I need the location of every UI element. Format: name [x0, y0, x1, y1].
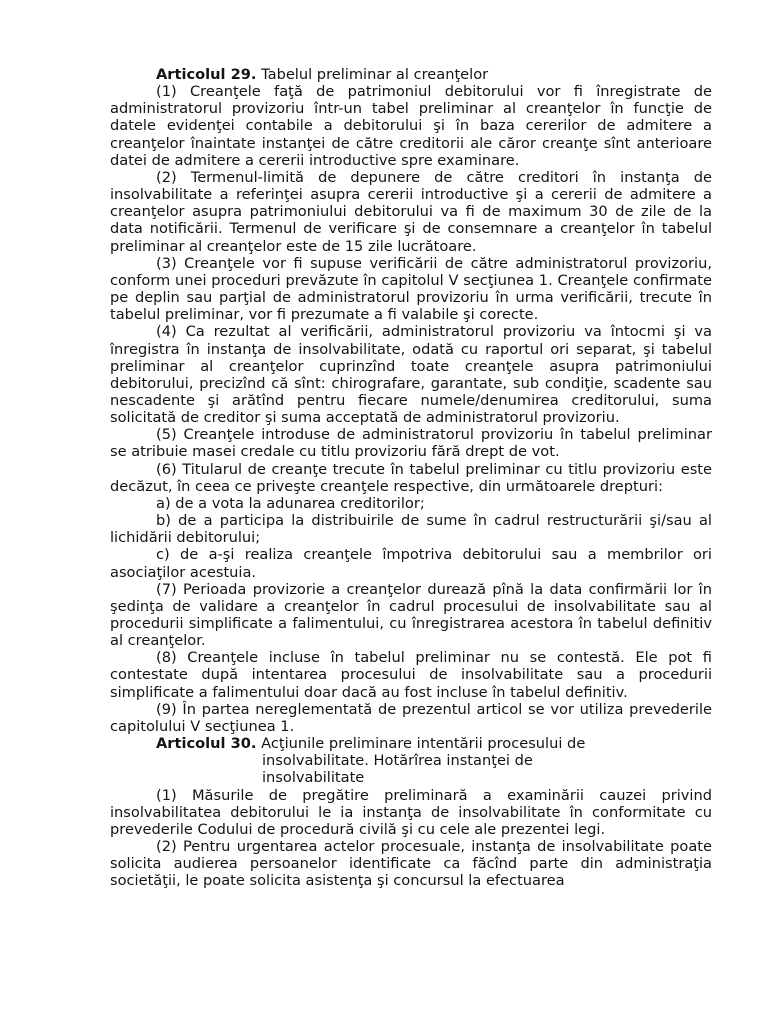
article-29-paragraph-9: (9) În partea nereglementată de prezentul articol se vor utiliza prevederile capitolului V secţiunea 1. [110, 700, 712, 735]
article-30-paragraph-2: (2) Pentru urgentarea actelor procesuale, instanţa de insolvabilitate poate solicita audierea persoanelor identificate ca făcînd parte din administraţia societăţii, le poate solicita asistenţa şi concursul la efectuarea [110, 838, 712, 890]
article-30-label: Articolul 30. [156, 735, 257, 753]
article-29-paragraph-3: (3) Creanţele vor fi supuse verificării de către administratorul provizoriu, conform unei proceduri prevăzute în capitolul V secţiunea 1. Creanţele confirmate pe deplin sau parţial de administratorul provizoriu în urma verificării, trecute în tabelul preliminar, vor fi prezumate a fi valabile şi corecte. [110, 254, 712, 324]
article-30-heading [110, 735, 712, 786]
article-29-paragraph-8: (8) Creanţele incluse în tabelul preliminar nu se contestă. Ele pot fi contestate după intentarea procesului de insolvabilitate sau a procedurii simplificate a falimentului doar dacă au fost incluse în tabelul definitiv. [110, 649, 712, 701]
article-30-title: Acţiunile preliminare intentării procesului de insolvabilitate. Hotărîrea instanţei de insolvabilitate [261, 735, 586, 787]
article-29-label: Articolul 29. [156, 66, 257, 83]
article-29-item-b: b) de a participa la distribuirile de sume în cadrul restructurării şi/sau al lichidării debitorului; [110, 512, 712, 547]
article-29-paragraph-2: (2) Termenul-limită de depunere de către creditori în instanţa de insolvabilitate a referinţei asupra cererii introductive şi a cererii de admitere a creanţelor asupra patrimoniului debitorului va fi de maximum 30 de zile de la data notificării. Termenul de verificare şi de consemnare a creanţelor în tabelul preliminar al creanţelor este de 15 zile lucrătoare. [110, 168, 712, 255]
article-30-paragraph-1: (1) Măsurile de pregătire preliminară a examinării cauzei privind insolvabilitatea debitorului le ia instanţa de insolvabilitate în conformitate cu prevederile Codului de procedură civilă şi cu cele ale prezentei legi. [110, 786, 712, 838]
article-29-item-c: c) de a-şi realiza creanţele împotriva debitorului sau a membrilor ori asociaţilor acestuia. [110, 546, 712, 581]
article-29-paragraph-5: (5) Creanţele introduse de administratorul provizoriu în tabelul preliminar se atribuie masei credale cu titlu provizoriu fără drept de vot. [110, 426, 712, 461]
article-29-item-a: a) de a vota la adunarea creditorilor; [156, 494, 425, 512]
article-29-title: Tabelul preliminar al creanţelor [256, 66, 489, 83]
article-29-paragraph-1: (1) Creanţele faţă de patrimoniul debitorului vor fi înregistrate de administratorul provizoriu într-un tabel preliminar al creanţelor în funcţie de datele evidenţei contabile a debitorului şi în baza cererilor de admitere a creanţelor înaintate instanţei de către creditorii ale căror creanţe sînt anterioare datei de admitere a cererii introductive spre examinare. [110, 83, 712, 169]
article-29-paragraph-6: (6) Titularul de creanţe trecute în tabelul preliminar cu titlu provizoriu este decăzut, în ceea ce priveşte creanţele respective, din următoarele drepturi: [110, 460, 712, 495]
document-page [110, 66, 712, 890]
article-29-heading [110, 66, 712, 83]
article-29-paragraph-4: (4) Ca rezultat al verificării, administratorul provizoriu va întocmi şi va înregistra în instanţa de insolvabilitate, odată cu raportul ori separat, şi tabelul preliminar al creanţelor cuprinzînd toate creanţele asupra patrimoniului debitorului, precizînd că sînt: chirografare, garantate, sub condiţie, scadente sau nescadente şi arătînd pentru fiecare numele/denumirea creditorului, suma solicitată de creditor şi suma acceptată de administratorul provizoriu. [110, 323, 712, 427]
article-29-paragraph-7: (7) Perioada provizorie a creanţelor durează pînă la data confirmării lor în şedinţa de validare a creanţelor în cadrul procesului de insolvabilitate sau al procedurii simplificate a falimentului, cu înregistrarea acestora în tabelul definitiv al creanţelor. [110, 580, 712, 650]
